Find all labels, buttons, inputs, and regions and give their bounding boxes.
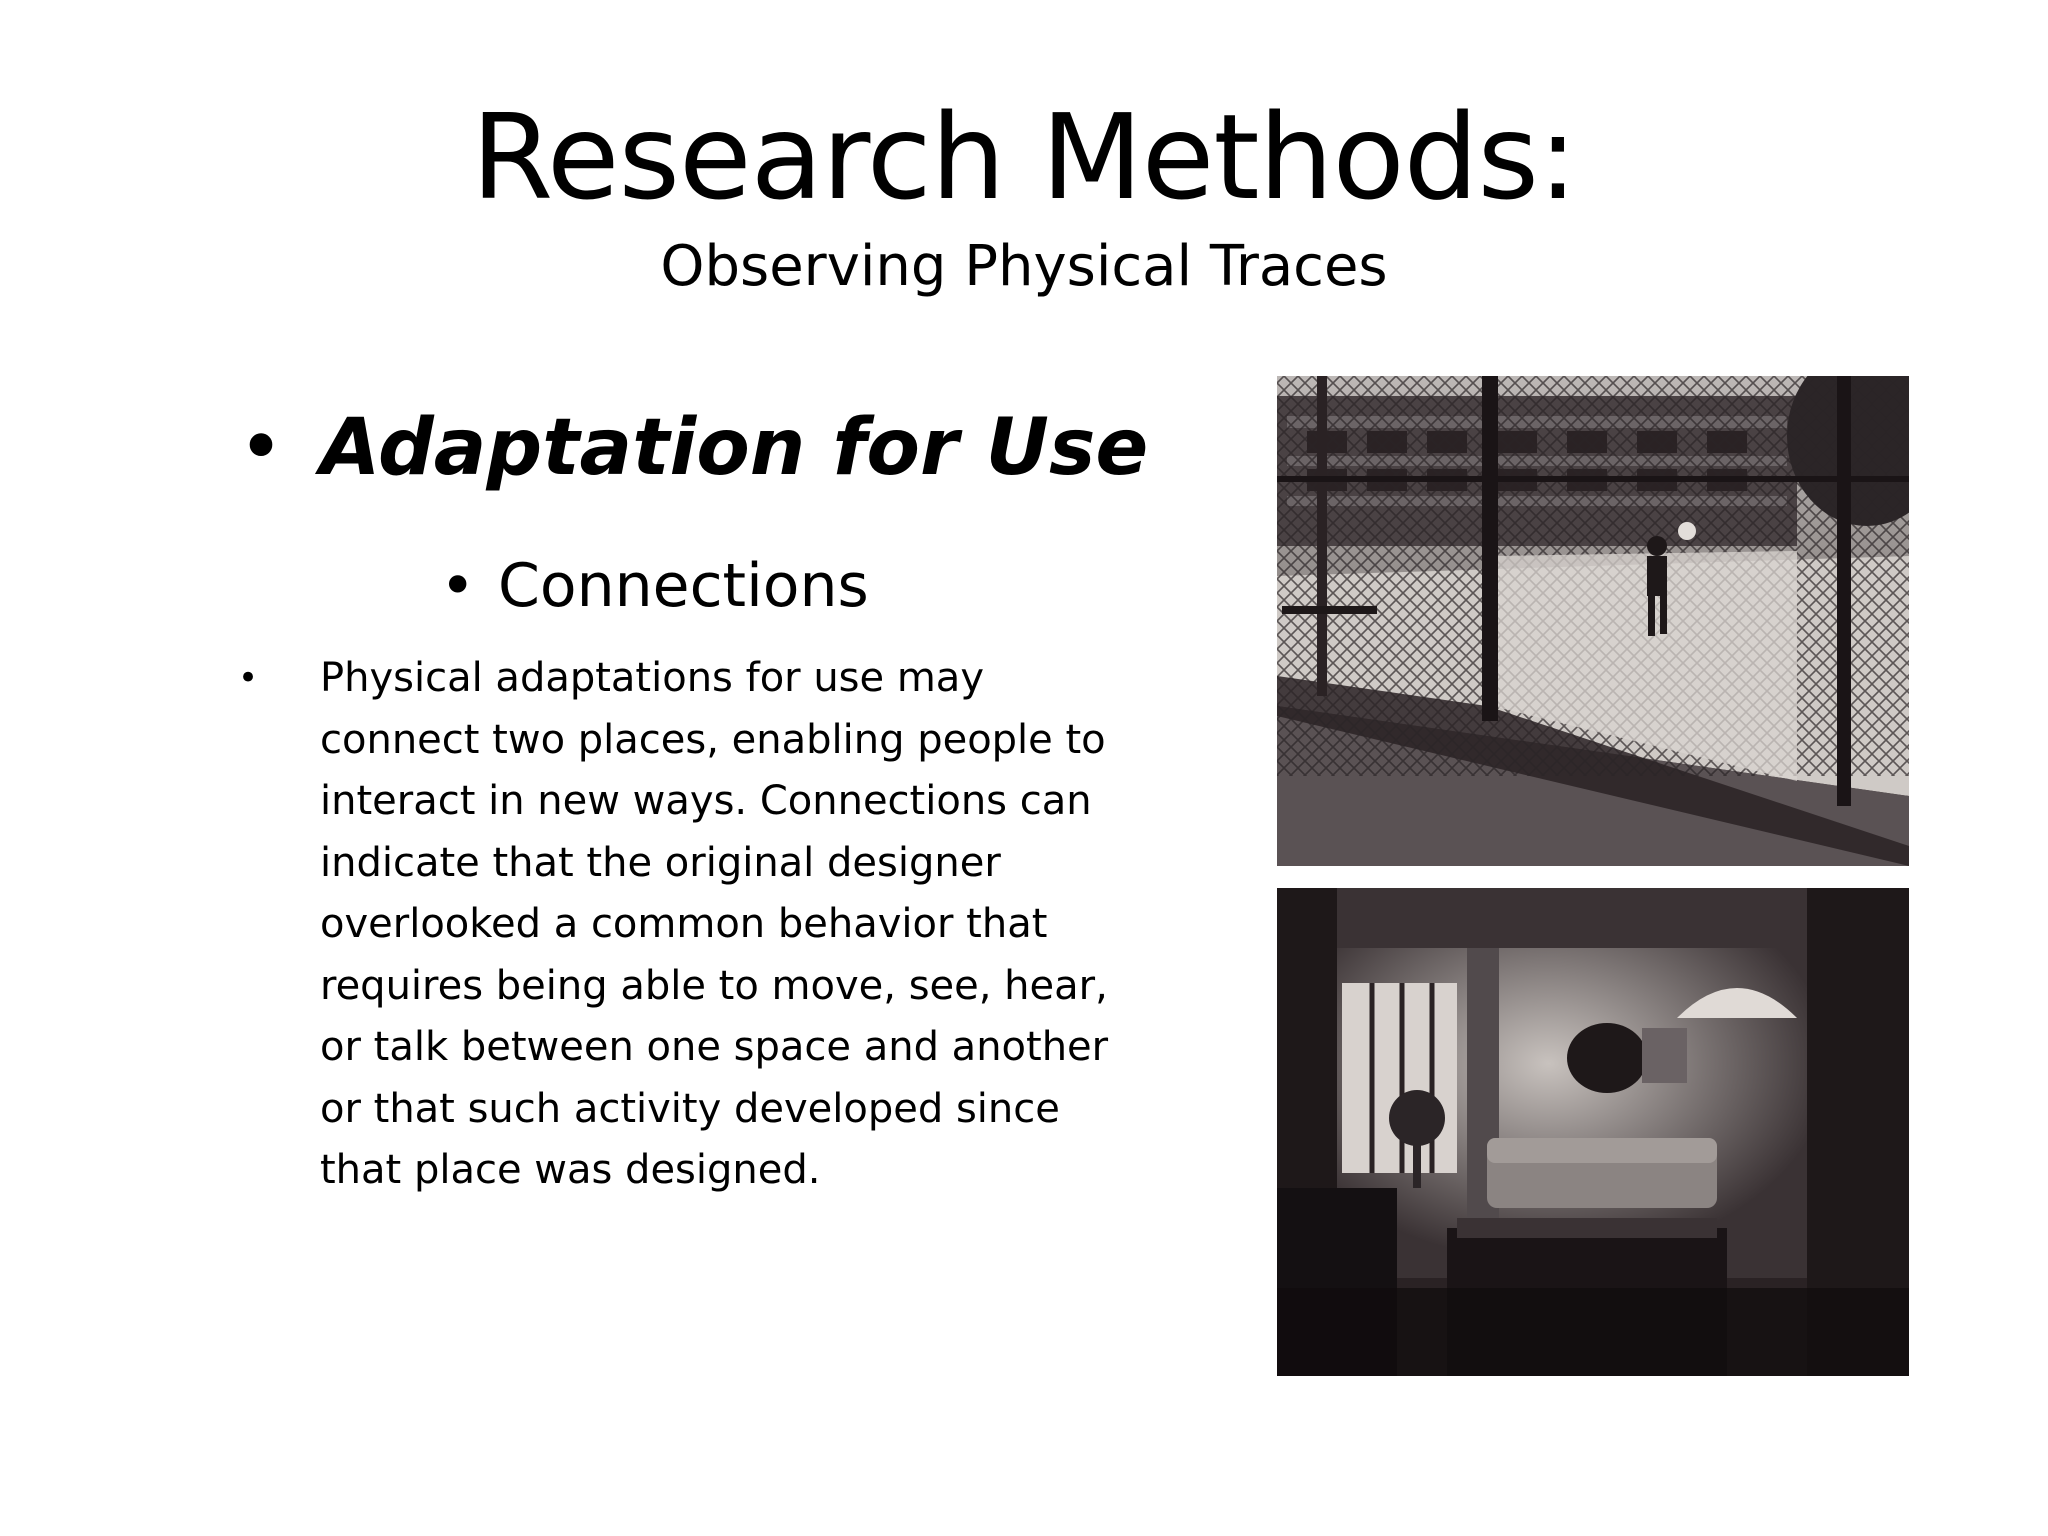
- bullet-dot: •: [238, 658, 259, 698]
- bullet-main-text: Adaptation for Use: [320, 403, 1149, 493]
- bullet-dot: •: [440, 551, 476, 621]
- bullet-sub-text: Connections: [498, 551, 869, 621]
- body-text: Physical adaptations for use may connect two places, enabling people to interact in new ways. Connections can indicate that the original designer overlooked a common behavior that requires being able to move, see, hear, or talk between one space and another or that such activity developed since that place was designed.: [320, 655, 1109, 1193]
- slide-title: Research Methods:: [471, 88, 1577, 226]
- photo-fence-gap: [1277, 376, 1909, 866]
- bullet-dot: •: [238, 403, 285, 493]
- photo-interior-opening: [1277, 888, 1909, 1376]
- slide-subtitle: Observing Physical Traces: [660, 234, 1388, 299]
